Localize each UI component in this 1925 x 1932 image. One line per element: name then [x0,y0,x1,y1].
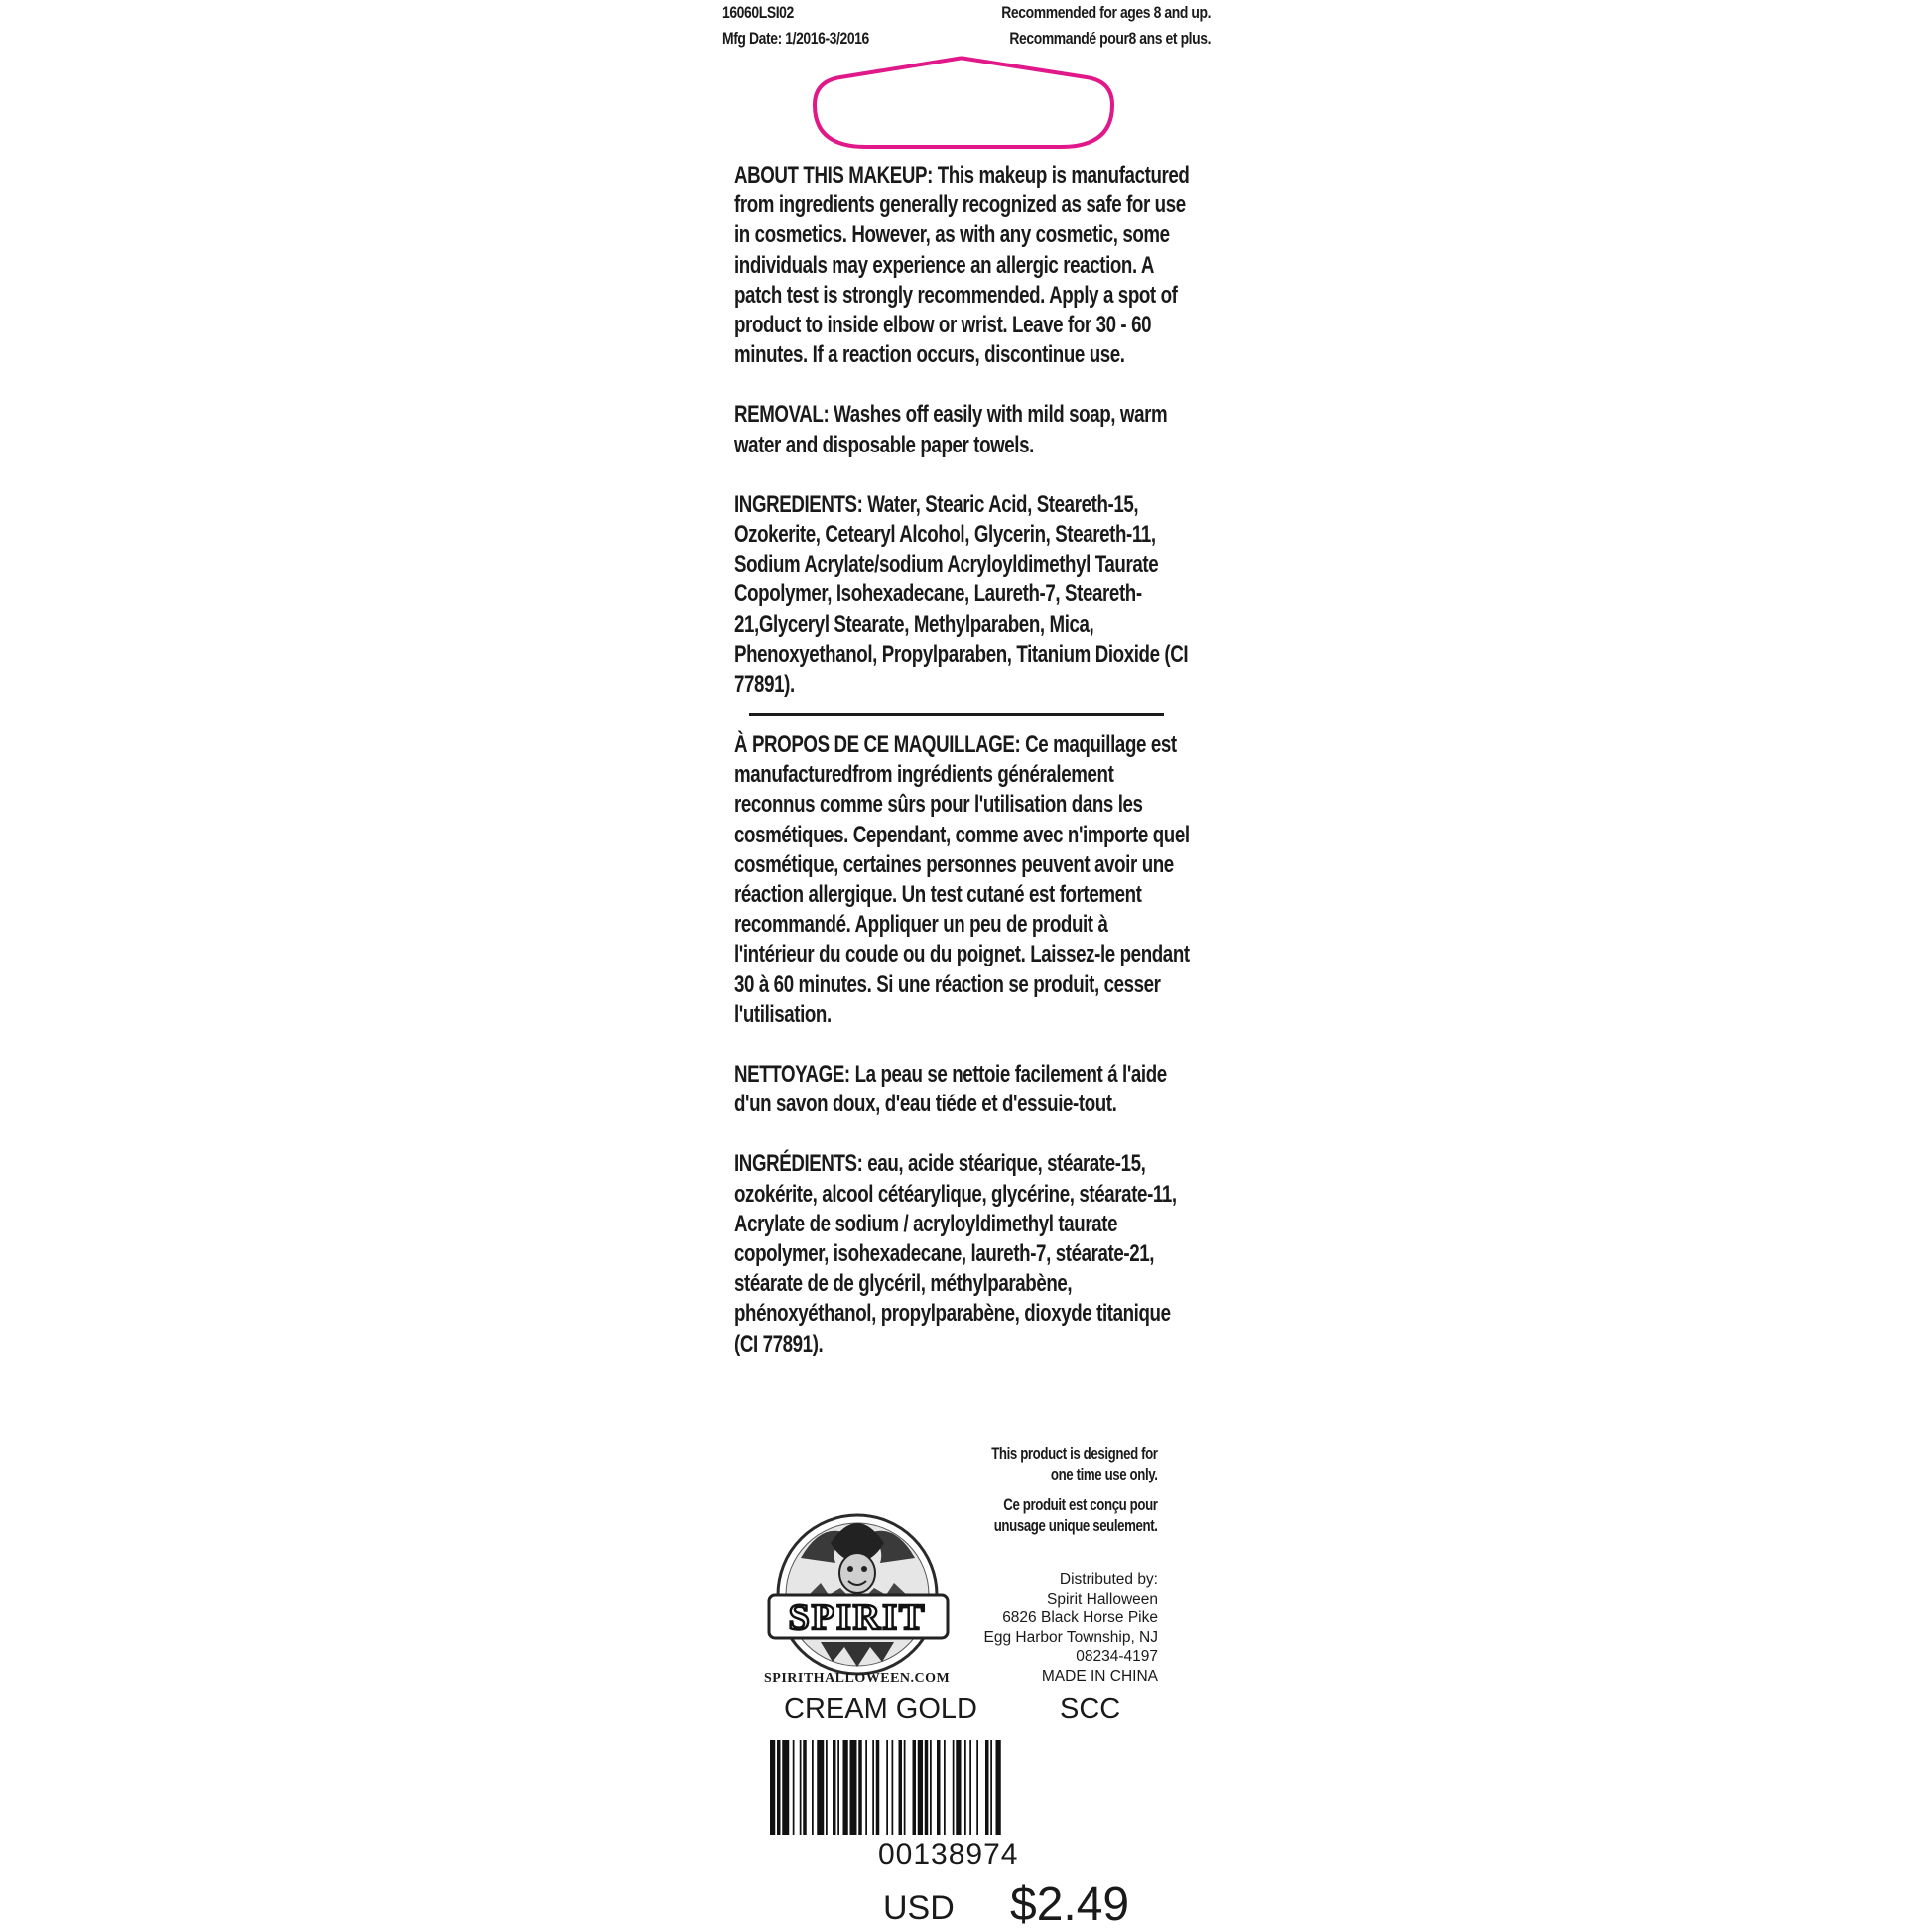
product-code: SCC [1060,1693,1121,1725]
barcode-number: 00138974 [878,1838,1019,1870]
section-divider [749,713,1164,716]
single-use-fr-line2: unusage unique seulement. [994,1516,1158,1535]
barcode-bar [865,1740,867,1835]
barcode-bar [996,1740,1001,1835]
barcode-bar [976,1740,978,1835]
barcode-bar [858,1740,862,1835]
barcode-bar [812,1740,814,1835]
barcode [770,1740,1139,1835]
barcode-bar [850,1740,857,1835]
barcode-bar [833,1740,836,1835]
fr-about-heading: À PROPOS DE CE MAQUILLAGE: [734,731,1021,758]
barcode-bar [876,1740,880,1835]
price-value: $2.49 [1010,1878,1130,1931]
age-recommendation-fr: Recommandé pour8 ans et plus. [1009,29,1211,48]
logo-wordmark: SPIRIT [788,1597,927,1638]
about-text: This makeup is manufactured from ingredients generally recognized as safe for use in cosmetics. However, as with any cosmetic, some individuals may experience an allergic reaction. A patch test is strongly recommended. Apply a spot of product to inside elbow or wrist. Leave for 30 - 60 minutes. If a reaction occurs, discontinue use. [734,162,1190,369]
barcode-bar [826,1740,828,1835]
barcode-bar [953,1740,955,1835]
barcode-bar [777,1740,781,1835]
single-use-en-line2: one time use only. [1051,1465,1158,1483]
price-currency: USD [883,1889,955,1927]
barcode-bar [892,1740,894,1835]
fr-cleaning-text: La peau se nettoie facilement á l'aide d'un savon doux, d'eau tiéde et d'essuie-tout. [734,1061,1167,1118]
distributor-name: Spirit Halloween [1047,1590,1158,1608]
age-recommendation-en: Recommended for ages 8 and up. [1001,3,1211,22]
product-variant: CREAM GOLD [784,1693,977,1725]
fr-ingredients-paragraph [734,1149,1191,1358]
ingredients-heading: INGREDIENTS: [734,490,863,518]
distributor-zip: 08234-4197 [1076,1648,1158,1665]
barcode-bar [904,1740,906,1835]
spirit-halloween-logo [761,1503,955,1680]
barcode-bar [817,1740,824,1835]
removal-heading: REMOVAL: [734,401,830,429]
fr-ingredients-heading: INGRÉDIENTS: [734,1150,863,1178]
barcode-bar [800,1740,802,1835]
lot-info [722,0,869,52]
english-section [734,161,1191,729]
distributor-city: Egg Harbor Township, NJ [983,1628,1158,1646]
barcode-bar [872,1740,874,1835]
age-recommendation [1001,0,1211,52]
about-paragraph [734,161,1191,370]
distributor-street: 6826 Black Horse Pike [1002,1610,1158,1626]
hang-hole-outline [809,56,1118,151]
lot-code: 16060LSI02 [722,3,794,22]
barcode-bar [886,1740,888,1835]
about-heading: ABOUT THIS MAKEUP: [734,162,933,189]
website-url: SPIRITHALLOWEEN.COM [764,1671,951,1686]
country-of-origin: MADE IN CHINA [1041,1667,1158,1685]
barcode-bar [782,1740,789,1835]
barcode-bar [990,1740,992,1835]
single-use-notice [992,1443,1158,1536]
barcode-bar [803,1740,807,1835]
barcode-bar [793,1740,795,1835]
fr-ingredients-text: eau, acide stéarique, stéarate-15, ozokérite, alcool cétéarylique, glycérine, stéarate-11, Acrylate de sodium / acryloyldimethyl taurate copolymer, isohexadecane, laureth-7, stéarate-21, stéarate de de glycéril, méthylparabène, phénoxyéthanol, propylparabène, dioxyde titanique (CI 77891). [734,1150,1177,1357]
barcode-bar [899,1740,903,1835]
barcode-bar [837,1740,839,1835]
distributor-info [984,1570,1158,1686]
fr-about-paragraph [734,730,1191,1030]
barcode-bar [913,1740,917,1835]
barcode-bar [969,1740,971,1835]
single-use-fr-line1: Ce produit est conçu pour [1003,1495,1158,1514]
barcode-bar [937,1740,941,1835]
removal-text: Washes off easily with mild soap, warm water and disposable paper towels. [734,401,1168,458]
barcode-bar [964,1740,966,1835]
fr-cleaning-paragraph [734,1060,1191,1119]
ingredients-text: Water, Stearic Acid, Steareth-15, Ozokerite, Cetearyl Alcohol, Glycerin, Steareth-11, Sodium Acrylate/sodium Acryloyldimethyl Taurate Copolymer, Isohexadecane, Laureth-7, Steareth-21,Glyceryl Stearate, Methylparaben, Mica, Phenoxyethanol, Propylparaben, Titanium Dioxide (CI 77891). [734,490,1189,699]
removal-paragraph [734,400,1191,459]
barcode-bar [944,1740,946,1835]
fr-about-text: Ce maquillage est manufacturedfrom ingrédients généralement reconnus comme sûrs pour l'utilisation dans les cosmétiques. Cependant, comme avec n'importe quel cosmétique, certaines personnes peuvent avoir une réaction allergique. Un test cutané est fortement recommandé. Appliquer un peu de produit à l'intérieur du coude ou du poignet. Laissez-le pendant 30 à 60 minutes. Si une réaction se produit, cesser l'utilisation. [734,731,1190,1028]
mfg-date: Mfg Date: 1/2016-3/2016 [722,29,869,48]
barcode-bar [956,1740,961,1835]
fr-cleaning-heading: NETTOYAGE: [734,1061,850,1089]
ingredients-paragraph [734,490,1191,700]
barcode-bar [925,1740,929,1835]
barcode-bar [918,1740,923,1835]
distributor-label: Distributed by: [1059,1571,1158,1588]
barcode-bar [770,1740,775,1835]
french-section [734,730,1191,1389]
single-use-en-line1: This product is designed for [991,1444,1158,1463]
barcode-bar [843,1740,848,1835]
barcode-bar [930,1740,932,1835]
barcode-bar [985,1740,989,1835]
